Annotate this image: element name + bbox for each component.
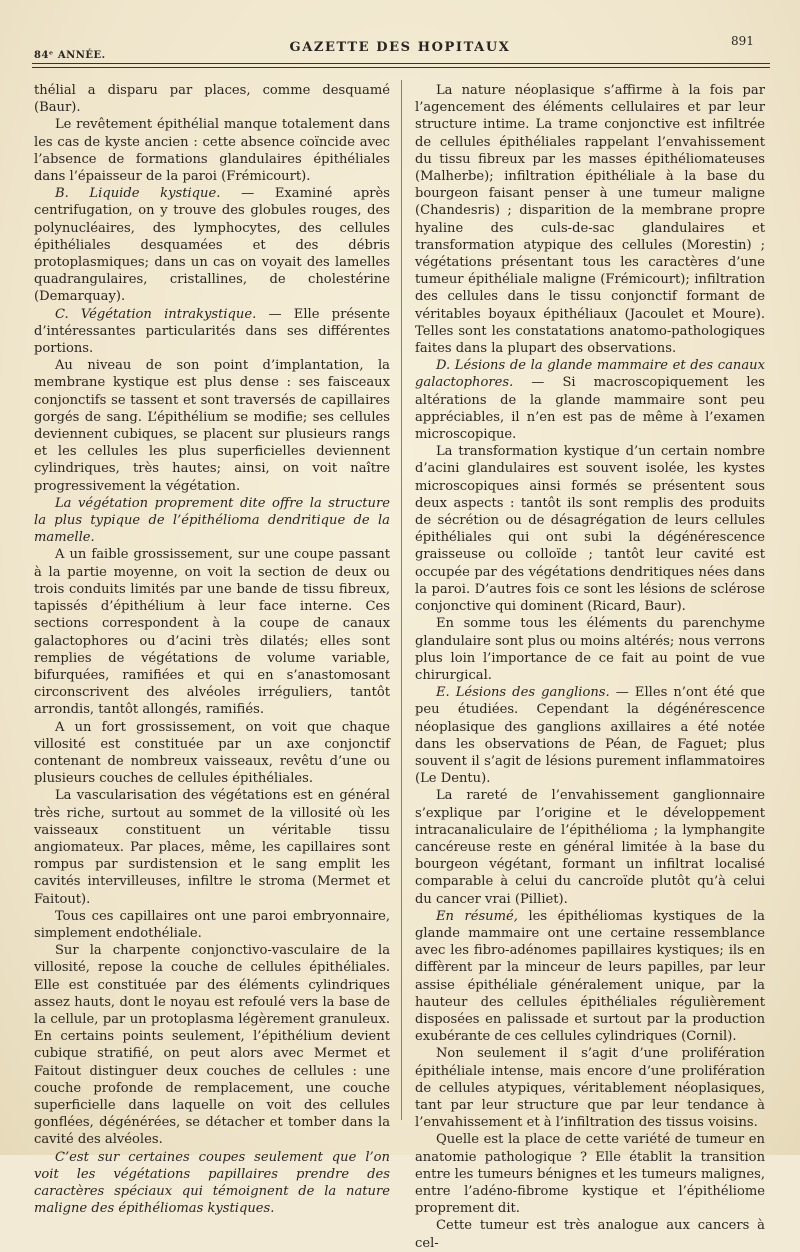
page-number: 891 bbox=[731, 34, 754, 48]
paragraph-text: — Examiné après centrifugation, on y trouve des globules rouges, des polynucléaires, des lymphocytes, des cellules épithéliales desquamées et des débris protoplasmiques; dans un cas on voyait des lamelles quadrangulaires, cristallines, de cholestérine (Demarquay). bbox=[34, 186, 390, 305]
paragraph bbox=[34, 82, 390, 116]
paragraph bbox=[34, 116, 390, 185]
paragraph bbox=[34, 306, 390, 358]
section-heading: En résumé, bbox=[435, 908, 518, 924]
paragraph-text: En somme tous les éléments du parenchyme glandulaire sont plus ou moins altérés; nous verrons plus loin l’importance de ce fait au point de vue chirurgical. bbox=[415, 616, 765, 683]
paragraph bbox=[415, 82, 765, 357]
paragraph-text: A un fort grossissement, on voit que chaque villosité est constituée par un axe conjonctif contenant de nombreux vaisseaux, revêtu d’une ou plusieurs couches de cellules épithéliales. bbox=[34, 719, 390, 787]
paragraph bbox=[34, 546, 390, 718]
paragraph bbox=[34, 1149, 390, 1218]
paragraph-text: La nature néoplasique s’affirme à la fois par l’agencement des éléments cellulaires et par leur structure intime. La trame conjonctive est infiltrée de cellules épithéliales rappelant l’envahissement du tissu fibreux par les masses épithéliomateuses (Malherbe); infiltration épithéliale à la base du bourgeon faisant penser à une tumeur maligne (Chandesris) ; disparition de la membrane propre hyaline des culs-de-sac glandulaires et transformation atypique des cellules (Morestin) ; végétations présentant tous les caractères d’une tumeur épithéliale maligne (Frémicourt); infiltration des cellules dans le tissu conjonctif formant de véritables boyaux épithéliaux (Jacoulet et Moure). Telles sont les constatations anatomo-pathologiques faites dans la plupart des observations. bbox=[415, 83, 765, 357]
paragraph-text: — Si macroscopiquement les altérations de la glande mammaire sont peu appréciables, il n’en est pas de même à l’examen microscopique. bbox=[415, 375, 765, 443]
column-divider bbox=[401, 80, 402, 1120]
section-heading: C. Végétation intrakystique. bbox=[54, 306, 257, 322]
paragraph-text: Sur la charpente conjonctivo-vasculaire de la villosité, repose la couche de cellules épithéliales. Elle est constituée par des éléments cylindriques assez hauts, dont le noyau est refoulé vers la base de la cellule, par un protoplasma légèrement granuleux. En certains points seulement, l’épithélium devient cubique stratifié, on peut alors avec Mermet et Faitout distinguer deux couches de cellules : une couche profonde de remplacement, une couche superficielle dans laquelle on voit des cellules gonflées, dégénérées, se détacher et tomber dans la cavité des alvéoles. bbox=[34, 943, 390, 1148]
paragraph bbox=[34, 942, 390, 1148]
paragraph bbox=[415, 684, 765, 787]
journal-title: GAZETTE DES HOPITAUX bbox=[289, 40, 511, 55]
paragraph bbox=[415, 357, 765, 443]
paragraph-text: Non seulement il s’agit d’une prolifération épithéliale intense, mais encore d’une prolifération de cellules atypiques, véritablement néoplasiques, tant par leur structure que par leur tendance à l’envahissement et à l’infiltration des tissus voisins. bbox=[415, 1046, 765, 1131]
year-label: 84ᵉ ANNÉE. bbox=[34, 50, 106, 61]
paragraph-text: thélial a disparu par places, comme desquamé (Baur). bbox=[34, 83, 390, 116]
paragraph bbox=[415, 615, 765, 684]
paragraph-text: La vascularisation des végétations est en général très riche, surtout au sommet de la villosité où les vaisseaux constituent un véritable tissu angiomateux. Par places, même, les capillaires sont rompus par surdistension et le sang emplit les cavités intervilleuses, infiltre le stroma (Mermet et Faitout). bbox=[34, 788, 390, 907]
paragraph bbox=[34, 495, 390, 547]
paragraph-text: C’est sur certaines coupes seulement que l’on voit les végétations papillaires prendre des caractères spéciaux qui témoignent de la nature maligne des épithéliomas kystiques. bbox=[34, 1149, 390, 1217]
header-rule-thick bbox=[32, 63, 770, 64]
paragraph bbox=[34, 357, 390, 495]
paragraph bbox=[415, 908, 765, 1046]
paragraph bbox=[34, 908, 390, 942]
paragraph-text: La végétation proprement dite offre la structure la plus typique de l’épithélioma dendritique de la mamelle. bbox=[34, 495, 390, 546]
paragraph-text: les épithéliomas kystiques de la glande mammaire ont une certaine ressemblance avec les fibro-adénomes papillaires kystiques; ils en diffèrent par la minceur de leurs papilles, par leur assise épithéliale généralement unique, par la hauteur des cellules épithéliales régulièrement disposées en palissade et surtout par la production exubérante de ces cellules cylindriques (Cornil). bbox=[415, 908, 765, 1045]
paragraph bbox=[34, 787, 390, 907]
paragraph-text: Au niveau de son point d’implantation, la membrane kystique est plus dense : ses faisceaux conjonctifs se tassent et sont traversés de capillaires gorgés de sang. L’épithélium se modifie; ses cellules deviennent cubiques, se placent sur plusieurs rangs et les cellules les plus superficielles deviennent cylindriques, très hautes; ainsi, on voit naître progressivement la végétation. bbox=[34, 358, 390, 494]
paragraph bbox=[415, 1217, 765, 1251]
paragraph-text: — Elles n’ont été que peu étudiées. Cependant la dégénérescence néoplasique des ganglions axillaires a été notée dans les observations de Péan, de Faguet; plus souvent il s’agit de lésions purement inflammatoires (Le Dentu). bbox=[415, 685, 765, 787]
left-column bbox=[34, 82, 390, 1217]
header-rule-thin bbox=[32, 67, 770, 68]
paragraph bbox=[34, 185, 390, 305]
paragraph-text: — Elle présente d’intéressantes particularités dans ses différentes portions. bbox=[34, 306, 390, 357]
section-heading: E. Lésions des ganglions. bbox=[435, 685, 610, 701]
paragraph-text: A un faible grossissement, sur une coupe passant à la partie moyenne, on voit la section de deux ou trois conduits limités par une bande de tissu fibreux, tapissés d’épithélium à leur face interne. Ces sections correspondent à la coupe de canaux galactophores ou d’acini très dilatés; elles sont remplies de végétations de volume variable, bifurquées, ramifiées et qui en s’anastomosant circonscrivent des alvéoles irréguliers, tantôt arrondis, tantôt allongés, ramifiés. bbox=[34, 547, 390, 718]
paragraph bbox=[34, 719, 390, 788]
paragraph bbox=[415, 1131, 765, 1217]
paragraph-text: Quelle est la place de cette variété de tumeur en anatomie pathologique ? Elle établit la transition entre les tumeurs bénignes et les tumeurs malignes, entre l’adéno-fibrome kystique et l’épithéliome proprement dit. bbox=[415, 1132, 765, 1217]
paragraph bbox=[415, 787, 765, 907]
paragraph-text: Le revêtement épithélial manque totalement dans les cas de kyste ancien : cette absence coïncide avec l’absence de formations glandulaires épithéliales dans l’épaisseur de la paroi (Frémicourt). bbox=[34, 117, 390, 185]
section-heading: D. Lésions de la glande mammaire et des canaux galactophores. bbox=[415, 358, 765, 391]
paragraph bbox=[415, 1045, 765, 1131]
right-column bbox=[415, 82, 765, 1252]
paragraph-text: La rareté de l’envahissement ganglionnaire s’explique par l’origine et le développement intracanaliculaire de l’épithélioma ; la lymphangite cancéreuse reste en général limitée à la base du bourgeon végétant, formant un infiltrat localisé comparable à celui du cancroïde plutôt qu’à celui du cancer vrai (Pilliet). bbox=[415, 788, 765, 907]
section-heading: B. Liquide kystique. bbox=[54, 186, 221, 202]
paragraph-text: Tous ces capillaires ont une paroi embryonnaire, simplement endothéliale. bbox=[34, 908, 390, 941]
paragraph bbox=[415, 443, 765, 615]
paragraph-text: La transformation kystique d’un certain nombre d’acini glandulaires est souvent isolée, les kystes microscopiques ainsi formés se présentent sous deux aspects : tantôt ils sont remplis des produits de sécrétion ou de désagrégation de leurs cellules épithéliales qui ont subi la dégénérescence graisseuse ou colloïde ; tantôt leur cavité est occupée par des végétations dendritiques nées dans la paroi. D’autres fois ce sont les lésions de sclérose conjonctive qui dominent (Ricard, Baur). bbox=[415, 444, 765, 615]
paragraph-text: Cette tumeur est très analogue aux cancers à cel- bbox=[415, 1218, 765, 1251]
